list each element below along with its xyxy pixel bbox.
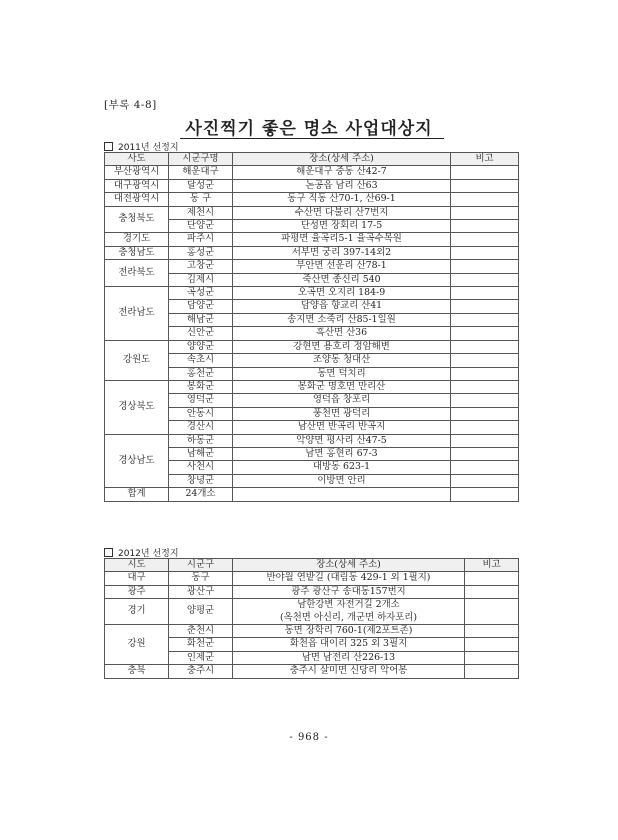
cell-sido: 충청북도 bbox=[105, 206, 169, 233]
table-row bbox=[105, 572, 519, 585]
cell-place: 동구 직동 산70-1, 산69-1 bbox=[233, 193, 451, 206]
cell-note bbox=[451, 233, 519, 246]
title-underline bbox=[180, 138, 444, 139]
cell-note bbox=[451, 367, 519, 380]
cell-place: 송지면 소죽리 산85-1일원 bbox=[233, 313, 451, 326]
cell-place: 영덕읍 창포리 bbox=[233, 394, 451, 407]
cell-note bbox=[451, 421, 519, 434]
cell-sigungu: 고창군 bbox=[169, 260, 233, 273]
cell-place-line: (옥천면 아신리, 개군면 하자포리) bbox=[280, 611, 417, 623]
cell-sigungu: 단양군 bbox=[169, 220, 233, 233]
table-row bbox=[105, 260, 519, 273]
cell-note bbox=[451, 407, 519, 420]
table-row bbox=[105, 287, 519, 300]
table-row bbox=[105, 434, 519, 447]
cell-note bbox=[451, 447, 519, 460]
cell-sigungu: 인제군 bbox=[169, 651, 233, 664]
column-header-place: 장소(상세 주소) bbox=[233, 153, 451, 166]
cell-sido: 충북 bbox=[105, 665, 169, 678]
table-row bbox=[105, 665, 519, 678]
table-row bbox=[105, 340, 519, 353]
cell-sigungu: 양양군 bbox=[169, 340, 233, 353]
cell-sigungu: 남해군 bbox=[169, 447, 233, 460]
column-header-sido: 시도 bbox=[105, 559, 169, 572]
cell-sigungu: 속초시 bbox=[169, 354, 233, 367]
cell-note bbox=[451, 394, 519, 407]
table-row bbox=[105, 599, 519, 625]
cell-note bbox=[451, 206, 519, 219]
cell-note bbox=[451, 273, 519, 286]
cell-place: 충주시 살미면 신당리 악어봉 bbox=[233, 665, 465, 678]
cell-sigungu: 하동군 bbox=[169, 434, 233, 447]
cell-note bbox=[451, 354, 519, 367]
column-header-sido: 사도 bbox=[105, 153, 169, 166]
cell-note bbox=[465, 665, 519, 678]
cell-sigungu: 창녕군 bbox=[169, 474, 233, 487]
cell-note bbox=[451, 340, 519, 353]
cell-place: 풍천면 광덕리 bbox=[233, 407, 451, 420]
cell-sigungu: 담양군 bbox=[169, 300, 233, 313]
cell-note bbox=[451, 260, 519, 273]
cell-note bbox=[465, 638, 519, 651]
cell-sigungu: 안동시 bbox=[169, 407, 233, 420]
cell-note bbox=[451, 179, 519, 192]
checkbox-square-icon bbox=[104, 142, 113, 151]
table-header-row bbox=[105, 559, 519, 572]
cell-sido: 경기도 bbox=[105, 233, 169, 246]
cell-place: 오곡면 오지리 184-9 bbox=[233, 287, 451, 300]
cell-note bbox=[465, 625, 519, 638]
total-label: 합계 bbox=[105, 488, 169, 501]
cell-sigungu: 화천군 bbox=[169, 638, 233, 651]
cell-place: 화천읍 대이리 325 외 3필지 bbox=[233, 638, 465, 651]
table-row bbox=[105, 585, 519, 598]
cell-note bbox=[451, 474, 519, 487]
cell-place: 동면 덕치리 bbox=[233, 367, 451, 380]
cell-place: 해운대구 중동 산42-7 bbox=[233, 166, 451, 179]
cell-sigungu: 달성군 bbox=[169, 179, 233, 192]
page-title: 사진찍기 좋은 명소 사업대상지 bbox=[185, 119, 433, 139]
cell-place: 광주 광산구 송대동157번지 bbox=[233, 585, 465, 598]
cell-sido: 광주 bbox=[105, 585, 169, 598]
empty-cell bbox=[451, 488, 519, 501]
cell-sido: 경상남도 bbox=[105, 434, 169, 488]
cell-place-line: 남한강변 자전거길 2개소 bbox=[297, 599, 400, 611]
cell-sigungu: 광산구 bbox=[169, 585, 233, 598]
cell-sido: 부산광역시 bbox=[105, 166, 169, 179]
table-row bbox=[105, 166, 519, 179]
cell-sido: 경상북도 bbox=[105, 380, 169, 434]
cell-sigungu: 영덕군 bbox=[169, 394, 233, 407]
cell-note bbox=[451, 300, 519, 313]
cell-note bbox=[451, 434, 519, 447]
cell-place: 반야월 연밭길 (대림동 429-1 외 1필지) bbox=[233, 572, 465, 585]
cell-note bbox=[451, 287, 519, 300]
table-row bbox=[105, 206, 519, 219]
table-2011 bbox=[104, 152, 519, 502]
table-2012 bbox=[104, 558, 519, 679]
cell-sido: 대구 bbox=[105, 572, 169, 585]
cell-sigungu: 해운대구 bbox=[169, 166, 233, 179]
table-row bbox=[105, 380, 519, 393]
cell-note bbox=[451, 166, 519, 179]
cell-sigungu: 충주시 bbox=[169, 665, 233, 678]
cell-sigungu: 양평군 bbox=[169, 599, 233, 625]
section-2012-label: 2012년 선정지 bbox=[104, 546, 179, 559]
cell-sigungu: 사천시 bbox=[169, 461, 233, 474]
section-2011-label: 2011년 선정지 bbox=[104, 140, 179, 153]
cell-sigungu: 동구 bbox=[169, 572, 233, 585]
total-value: 24개소 bbox=[169, 488, 233, 501]
table-row bbox=[105, 193, 519, 206]
cell-place: 강현면 용호리 정암해변 bbox=[233, 340, 451, 353]
cell-place: 부안면 선운리 산78-1 bbox=[233, 260, 451, 273]
cell-sido: 대전광역시 bbox=[105, 193, 169, 206]
cell-note bbox=[451, 313, 519, 326]
table-row bbox=[105, 246, 519, 259]
cell-sigungu: 경산시 bbox=[169, 421, 233, 434]
column-header-note: 비고 bbox=[451, 153, 519, 166]
cell-note bbox=[465, 572, 519, 585]
empty-cell bbox=[233, 488, 451, 501]
cell-sigungu: 홍성군 bbox=[169, 246, 233, 259]
cell-place: 죽산면 종신리 540 bbox=[233, 273, 451, 286]
cell-place: 흑산면 산36 bbox=[233, 327, 451, 340]
cell-note bbox=[451, 193, 519, 206]
column-header-note: 비고 bbox=[465, 559, 519, 572]
cell-place: 봉화군 명호면 만리산 bbox=[233, 380, 451, 393]
cell-place bbox=[233, 599, 465, 625]
cell-sido: 전라남도 bbox=[105, 287, 169, 341]
cell-place: 단성면 장회리 17-5 bbox=[233, 220, 451, 233]
cell-sigungu: 곡성군 bbox=[169, 287, 233, 300]
cell-note bbox=[451, 246, 519, 259]
cell-sigungu: 동 구 bbox=[169, 193, 233, 206]
column-header-place: 장소(상세 주소) bbox=[233, 559, 465, 572]
appendix-label: [부록 4-8] bbox=[104, 99, 157, 111]
cell-place: 동면 장학리 760-1(제2포트존) bbox=[233, 625, 465, 638]
cell-sido: 강원 bbox=[105, 625, 169, 665]
cell-place: 남면 홍현리 67-3 bbox=[233, 447, 451, 460]
checkbox-square-icon bbox=[104, 548, 113, 557]
cell-place: 논공읍 남리 산63 bbox=[233, 179, 451, 192]
cell-sigungu: 김제시 bbox=[169, 273, 233, 286]
cell-place: 수산면 다불리 산7번지 bbox=[233, 206, 451, 219]
cell-sido: 전라북도 bbox=[105, 260, 169, 287]
cell-sigungu: 홍천군 bbox=[169, 367, 233, 380]
cell-place: 남면 남전리 산226-13 bbox=[233, 651, 465, 664]
cell-sido: 대구광역시 bbox=[105, 179, 169, 192]
cell-sigungu: 봉화군 bbox=[169, 380, 233, 393]
cell-sido: 경기 bbox=[105, 599, 169, 625]
cell-note bbox=[451, 461, 519, 474]
cell-note bbox=[465, 599, 519, 625]
cell-note bbox=[451, 380, 519, 393]
cell-note bbox=[451, 327, 519, 340]
cell-place: 대방동 623-1 bbox=[233, 461, 451, 474]
cell-place: 서부면 궁리 397-14외2 bbox=[233, 246, 451, 259]
table-row bbox=[105, 625, 519, 638]
cell-sido: 강원도 bbox=[105, 340, 169, 380]
total-row bbox=[105, 488, 519, 501]
cell-sido: 충청남도 bbox=[105, 246, 169, 259]
page-number: - 968 - bbox=[289, 732, 329, 743]
cell-sigungu: 파주시 bbox=[169, 233, 233, 246]
cell-sigungu: 해남군 bbox=[169, 313, 233, 326]
table-row bbox=[105, 233, 519, 246]
table-row bbox=[105, 179, 519, 192]
cell-note bbox=[465, 651, 519, 664]
cell-place: 악양면 평사리 산47-5 bbox=[233, 434, 451, 447]
cell-place: 조양동 청대산 bbox=[233, 354, 451, 367]
cell-place: 담양읍 향교리 산41 bbox=[233, 300, 451, 313]
column-header-sigungu: 시군구 bbox=[169, 559, 233, 572]
cell-place: 파평면 율곡리5-1 율곡수목원 bbox=[233, 233, 451, 246]
table-header-row bbox=[105, 153, 519, 166]
cell-sigungu: 제천시 bbox=[169, 206, 233, 219]
cell-note bbox=[451, 220, 519, 233]
cell-note bbox=[465, 585, 519, 598]
cell-place: 남산면 반곡리 반곡지 bbox=[233, 421, 451, 434]
column-header-sigungu: 시군구명 bbox=[169, 153, 233, 166]
cell-place: 이방면 안리 bbox=[233, 474, 451, 487]
cell-sigungu: 신안군 bbox=[169, 327, 233, 340]
cell-sigungu: 춘천시 bbox=[169, 625, 233, 638]
